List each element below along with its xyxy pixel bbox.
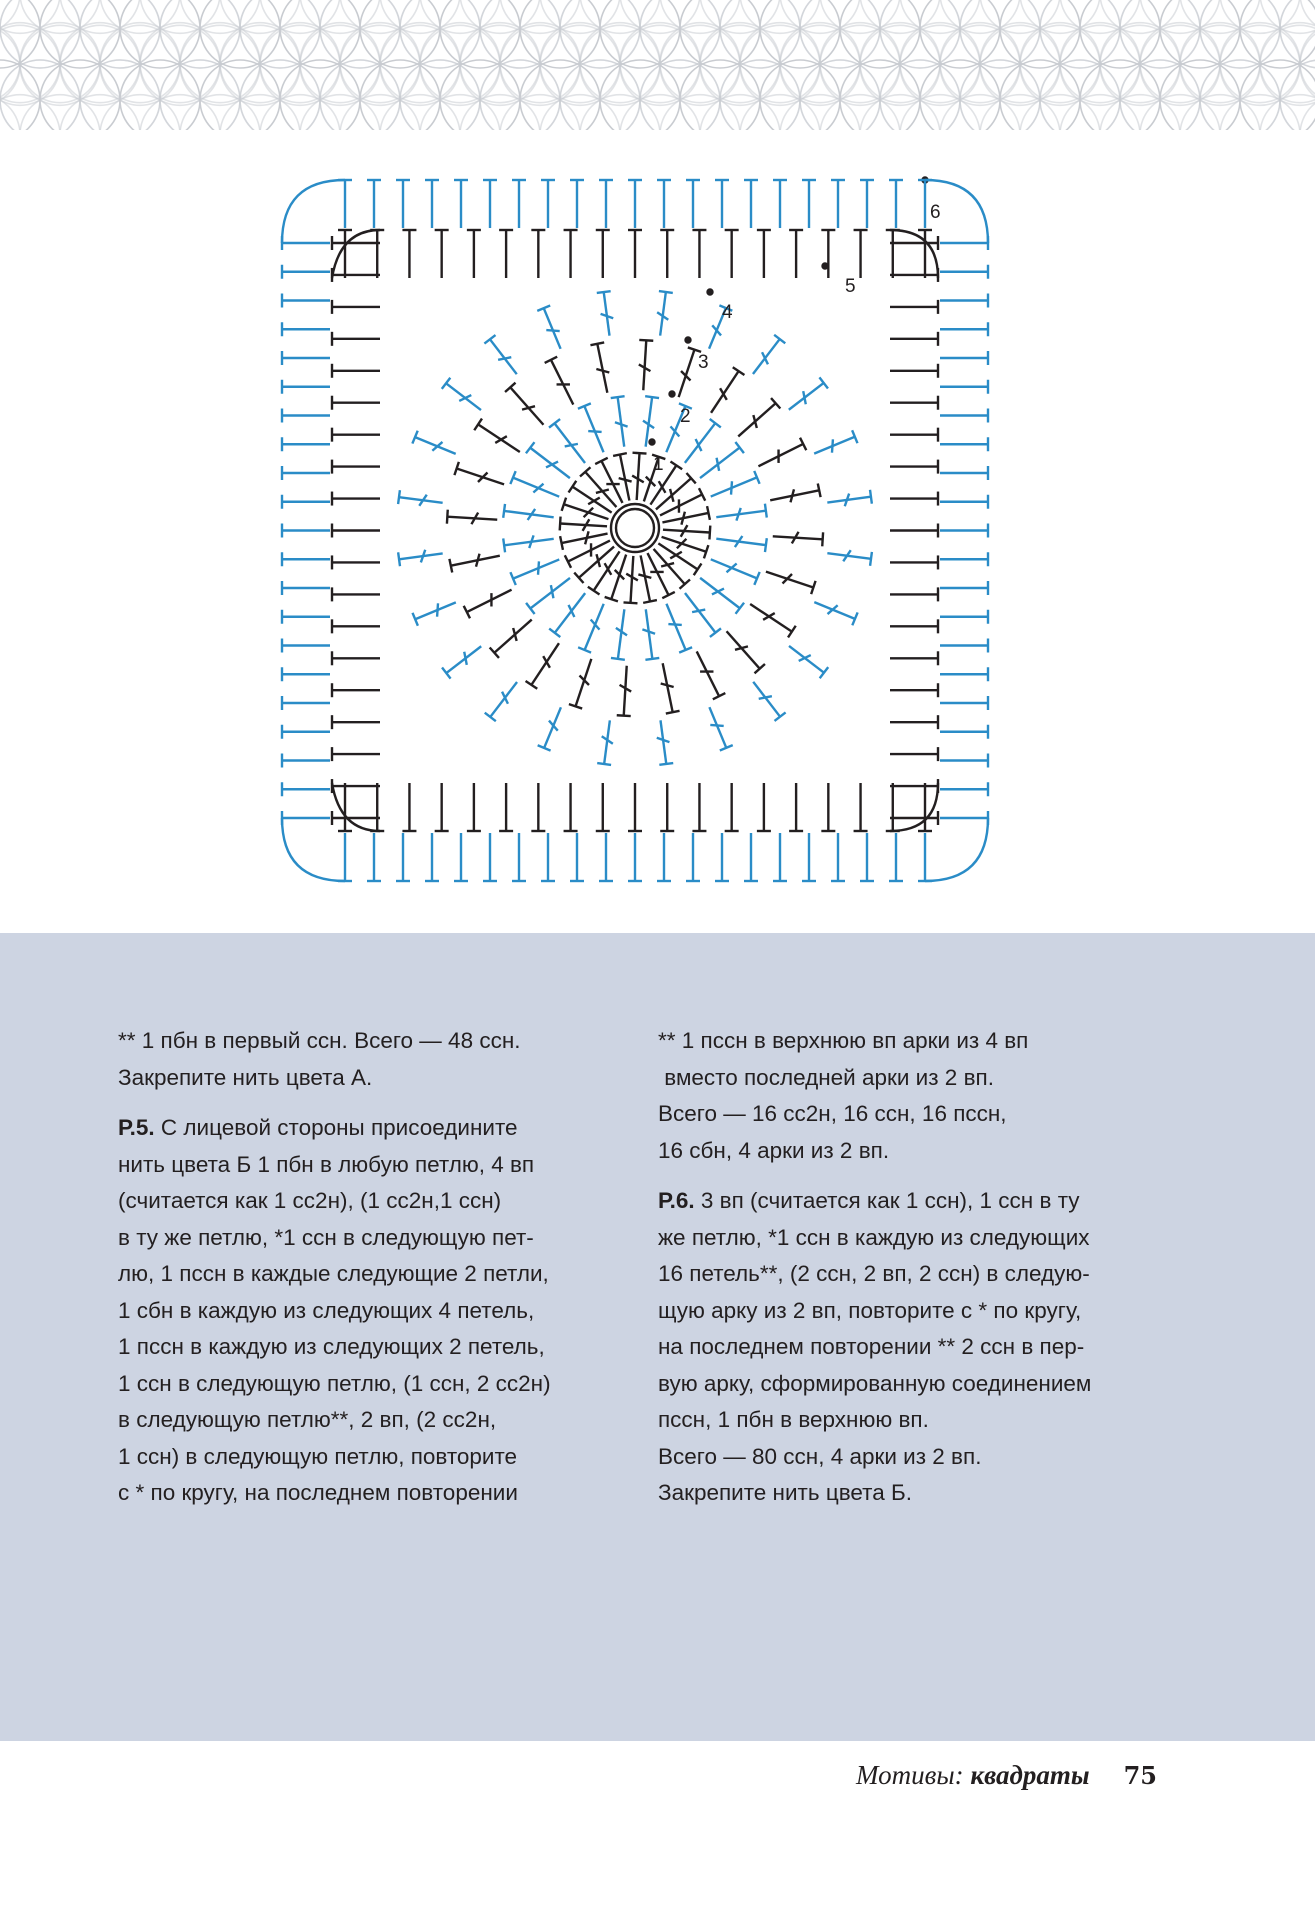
page-number: 75 — [1123, 1761, 1157, 1790]
round2-stitch-slash — [717, 458, 720, 471]
paragraph-round5 — [118, 1110, 628, 1512]
text-line: 16 сбн, 4 арки из 2 вп. — [658, 1137, 890, 1163]
round1-stitch — [601, 461, 622, 503]
round2-stitch — [513, 478, 559, 497]
round1-stitch — [562, 534, 608, 543]
text-line: С лицевой стороны присоедините — [154, 1115, 518, 1140]
round2-stitch — [584, 406, 603, 452]
round2-stitch-slash — [533, 484, 543, 493]
round2-stitch-top — [611, 396, 625, 398]
footer-topic: квадраты — [970, 1760, 1090, 1790]
round2-stitch-slash — [731, 481, 732, 494]
round4-stitch — [415, 437, 456, 454]
text-line: в следующую петлю**, 2 вп, (2 сс2н, — [118, 1407, 497, 1432]
round2-stitch-top — [549, 419, 560, 428]
round4-stitch-top — [659, 763, 673, 765]
round3-stitch — [738, 403, 775, 436]
text-line: ** 1 пбн в первый ссн. Всего — 48 ссн. — [118, 1028, 521, 1053]
round3-stitch — [727, 631, 760, 668]
round4-stitch-top — [819, 377, 828, 388]
round2-stitch — [700, 578, 740, 608]
round4-stitch-top — [398, 552, 400, 566]
round3-stitch — [597, 344, 607, 393]
round4-stitch — [789, 383, 824, 410]
row-label-4: 4 — [722, 302, 733, 323]
round6-corner-arc — [925, 818, 988, 881]
round3-stitch — [467, 590, 512, 612]
crochet-chart — [270, 168, 1000, 893]
round6-corner-arc — [282, 180, 345, 243]
round3-stitch-top — [666, 711, 680, 714]
header-ornament — [0, 0, 1315, 130]
round2-stitch — [716, 511, 766, 518]
round3-stitch — [697, 651, 719, 696]
round1-stitch — [620, 455, 629, 501]
round2-stitch-top — [710, 628, 721, 637]
round2-stitch-top — [526, 603, 535, 614]
round3-stitch-top — [526, 681, 538, 689]
round3-stitch-top — [788, 626, 796, 638]
round3-stitch-slash — [661, 684, 674, 687]
round4-stitch-top — [870, 490, 872, 504]
round2-stitch-top — [765, 504, 767, 518]
round3-stitch-slash — [476, 554, 479, 567]
round2-stitch-top — [503, 538, 505, 552]
round2-stitch-slash — [551, 585, 554, 598]
round1-stitch-slash — [661, 563, 674, 566]
row-start-dot — [823, 264, 828, 269]
round5-corner-arc — [332, 783, 380, 831]
round1-stitch-top — [707, 506, 710, 520]
round2-stitch — [685, 423, 715, 463]
round3-stitch — [457, 469, 504, 485]
text-line: 3 вп (считается как 1 ссн), 1 ссн в ту — [694, 1188, 1080, 1213]
round3-stitch-top — [639, 340, 653, 341]
round4-stitch — [753, 339, 780, 374]
text-line: же петлю, *1 ссн в каждую из следующих — [658, 1224, 1090, 1250]
round4-stitch-slash — [828, 605, 838, 614]
round1-stitch — [648, 553, 669, 595]
round4-stitch — [490, 339, 517, 374]
text-line: Закрепите нить цвета Б. — [658, 1480, 913, 1505]
ornament-petal — [0, 95, 20, 130]
round2-stitch — [555, 423, 585, 463]
round2-stitch — [711, 559, 757, 578]
round4-stitch — [399, 553, 443, 559]
round2-stitch-top — [736, 603, 745, 614]
round1-stitch-slash — [619, 478, 632, 481]
round4-stitch-top — [775, 712, 786, 721]
round3-stitch-top — [822, 532, 823, 546]
round2-stitch-top — [710, 419, 721, 428]
round4-stitch-top — [485, 713, 496, 722]
round1-stitch — [560, 524, 607, 527]
round4-stitch — [490, 682, 517, 717]
text-line: 1 ссн в следующую петлю, (1 ссн, 2 сс2н) — [118, 1370, 551, 1396]
round4-stitch-top — [442, 668, 451, 679]
round-label: Р.6. — [658, 1188, 695, 1213]
round2-stitch-top — [735, 442, 744, 453]
text-line: пссн, 1 пбн в верхнюю вп. — [658, 1407, 929, 1432]
round2-stitch — [530, 578, 570, 608]
round4-stitch — [604, 292, 610, 336]
round3-stitch — [551, 360, 573, 405]
round2-stitch-top — [645, 658, 659, 660]
text-line: Всего — 80 ссн, 4 арки из 2 вп. — [658, 1443, 982, 1469]
round4-stitch-top — [820, 667, 829, 678]
round2-stitch — [504, 539, 554, 546]
round1-stitch-slash — [670, 489, 673, 502]
round1-stitch — [631, 556, 634, 603]
round3-stitch-slash — [596, 369, 609, 372]
ornament-petal — [0, 0, 60, 33]
round4-stitch-slash — [546, 330, 559, 331]
text-line: Закрепите нить цвета А. — [118, 1064, 373, 1090]
text-line: ** 1 пссн в верхнюю вп арки из 4 вп — [658, 1028, 1029, 1053]
round5-corner-arc — [332, 230, 380, 278]
round5-corner-arc — [890, 230, 938, 278]
round3-stitch — [510, 387, 543, 424]
text-line: нить цвета Б 1 пбн в любую петлю, 4 вп — [118, 1151, 535, 1177]
round3-stitch — [643, 340, 646, 390]
round2-stitch-slash — [671, 426, 680, 436]
round4-stitch — [814, 602, 855, 619]
round3-stitch — [770, 490, 819, 500]
row-label-6: 6 — [930, 202, 941, 223]
round1-stitch-top — [633, 453, 647, 454]
row-start-dot — [686, 338, 691, 343]
round3-stitch — [494, 620, 531, 653]
round3-stitch-top — [733, 367, 745, 375]
round4-stitch-slash — [832, 439, 833, 452]
round2-stitch — [585, 604, 604, 650]
round4-stitch — [446, 646, 481, 673]
round4-stitch — [415, 602, 456, 619]
round1-stitch-top — [643, 600, 657, 603]
round2-stitch-slash — [668, 624, 681, 625]
row-label-3: 3 — [698, 352, 709, 373]
text-line: щую арку из 2 вп, повторите с * по кругу, — [658, 1297, 1082, 1323]
round2-stitch — [555, 593, 585, 633]
round3-stitch-slash — [513, 628, 516, 641]
round2-stitch-top — [611, 658, 625, 660]
round3-stitch-top — [447, 510, 448, 524]
round4-stitch — [827, 497, 871, 503]
round2-stitch-top — [503, 504, 505, 518]
round1-stitch-top — [709, 526, 710, 540]
footer-section: Мотивы: — [856, 1760, 971, 1790]
round3-stitch — [576, 659, 592, 706]
round3-stitch-top — [617, 715, 631, 716]
round2-stitch — [618, 397, 625, 447]
round2-stitch-top — [549, 629, 560, 638]
text-line: с * по кругу, на последнем повторении — [118, 1480, 518, 1505]
round1-stitch-top — [569, 481, 577, 493]
round4-stitch-slash — [712, 325, 721, 335]
round4-stitch-top — [774, 335, 785, 344]
text-line: Всего — 16 сс2н, 16 ссн, 16 пссн, — [658, 1101, 1007, 1126]
round4-stitch-top — [442, 378, 451, 389]
round1-stitch-slash — [638, 574, 651, 577]
page-footer — [856, 1760, 1157, 1791]
round1-stitch-top — [694, 563, 702, 575]
round2-stitch — [685, 593, 715, 633]
round1-stitch — [637, 453, 640, 500]
paragraph-round6 — [658, 1183, 1178, 1512]
row-label-2: 2 — [680, 406, 691, 427]
round4-stitch — [789, 646, 824, 673]
row-start-dot — [708, 290, 713, 295]
round1-stitch — [656, 478, 691, 509]
round3-stitch — [679, 350, 695, 397]
round2-stitch-slash — [692, 610, 705, 613]
round1-stitch-top — [613, 453, 627, 456]
round3-stitch-slash — [753, 415, 756, 428]
round3-stitch — [750, 604, 792, 632]
round1-stitch-top — [670, 462, 682, 470]
round3-stitch — [773, 536, 823, 539]
round4-stitch — [709, 707, 726, 748]
text-line: на последнем повторении ** 2 ссн в пер- — [658, 1334, 1085, 1359]
text-line: (считается как 1 сс2н), (1 сс2н,1 ссн) — [118, 1188, 502, 1213]
round1-stitch — [579, 547, 614, 578]
row-start-dot — [670, 392, 675, 397]
text-line: 1 сбн в каждую из следующих 4 петель, — [118, 1297, 535, 1323]
text-line: вместо последней арки из 2 вп. — [658, 1064, 994, 1090]
round3-stitch — [766, 572, 813, 588]
round4-stitch-slash — [464, 652, 467, 665]
round3-stitch — [447, 517, 497, 520]
round1-stitch — [568, 541, 610, 562]
round2-stitch — [711, 477, 757, 496]
row-label-5: 5 — [845, 276, 856, 297]
round4-stitch-slash — [710, 725, 723, 726]
round1-stitch-top — [588, 587, 600, 595]
round4-stitch-top — [484, 335, 495, 344]
round3-stitch — [451, 556, 500, 566]
round1-stitch-slash — [681, 512, 684, 525]
round1-stitch — [662, 513, 708, 522]
round4-stitch — [660, 720, 666, 764]
magic-ring-inner — [616, 509, 654, 547]
round4-stitch-slash — [803, 391, 806, 404]
round2-stitch-slash — [591, 620, 600, 630]
round4-stitch-top — [597, 291, 611, 293]
round3-stitch-slash — [522, 406, 535, 409]
text-line: 1 пссн в каждую из следующих 2 петель, — [118, 1334, 545, 1359]
round3-stitch-slash — [791, 489, 794, 502]
round3-stitch-top — [474, 419, 482, 431]
round1-stitch — [585, 472, 616, 507]
round-label: Р.5. — [118, 1115, 155, 1140]
round1-stitch-top — [560, 517, 561, 531]
round2-stitch — [646, 609, 653, 659]
round4-stitch-slash — [549, 721, 558, 731]
round4-stitch — [446, 383, 481, 410]
text-line: вую арку, сформированную соединением — [658, 1370, 1092, 1396]
text-line: лю, 1 пссн в каждые следующие 2 петли, — [118, 1261, 549, 1286]
round3-stitch-top — [449, 559, 452, 573]
round3-stitch-slash — [735, 646, 748, 649]
round2-stitch-slash — [588, 431, 601, 432]
round4-stitch-top — [659, 291, 673, 293]
round2-stitch-slash — [727, 564, 737, 573]
round1-stitch-top — [560, 536, 563, 550]
round1-stitch — [654, 549, 685, 584]
round1-stitch — [663, 530, 710, 533]
round4-stitch-slash — [437, 603, 438, 616]
round2-stitch-slash — [565, 444, 578, 447]
round3-stitch-top — [590, 342, 604, 345]
round4-stitch — [753, 682, 780, 717]
round1-stitch-slash — [585, 531, 588, 544]
round1-stitch — [641, 555, 650, 601]
round2-stitch — [666, 604, 685, 650]
round2-stitch — [700, 448, 740, 478]
left-column — [118, 1023, 628, 1526]
round4-stitch-top — [870, 552, 872, 566]
round4-stitch-top — [398, 490, 400, 504]
round1-stitch — [660, 494, 702, 515]
round5-corner-arc — [890, 783, 938, 831]
round4-stitch-top — [597, 763, 611, 765]
round4-stitch-slash — [498, 357, 511, 360]
round3-stitch-top — [818, 483, 821, 497]
row-label-1: 1 — [653, 454, 664, 475]
round4-stitch-slash — [432, 442, 442, 451]
round3-stitch — [624, 666, 627, 716]
round4-stitch — [544, 308, 561, 349]
round1-stitch-top — [624, 602, 638, 603]
round4-stitch — [814, 437, 855, 454]
round1-stitch-slash — [596, 489, 609, 492]
round2-stitch-top — [526, 442, 535, 453]
round3-stitch — [663, 663, 673, 712]
round4-stitch-slash — [759, 696, 772, 699]
round2-stitch-top — [765, 538, 767, 552]
text-line: 16 петель**, (2 ссн, 2 вп, 2 ссн) в следую- — [658, 1261, 1090, 1286]
paragraph-round5-end — [658, 1023, 1178, 1169]
round4-stitch — [544, 707, 561, 748]
round2-stitch — [513, 559, 559, 578]
round3-stitch — [711, 371, 739, 413]
right-column — [658, 1023, 1178, 1526]
round1-stitch-slash — [596, 554, 599, 567]
round2-stitch-top — [645, 396, 659, 398]
magic-ring — [611, 504, 659, 552]
round3-stitch — [478, 424, 520, 452]
instructions-panel — [0, 933, 1315, 1741]
text-line: 1 ссн) в следующую петлю, повторите — [118, 1443, 518, 1469]
paragraph-round4-end — [118, 1023, 628, 1096]
text-line: в ту же петлю, *1 ссн в следующую пет- — [118, 1224, 534, 1250]
row-start-dot — [650, 440, 655, 445]
round2-stitch-slash — [538, 561, 539, 574]
round2-stitch — [530, 448, 570, 478]
round3-stitch — [758, 444, 803, 466]
round3-stitch — [531, 643, 559, 685]
round6-corner-arc — [282, 818, 345, 881]
